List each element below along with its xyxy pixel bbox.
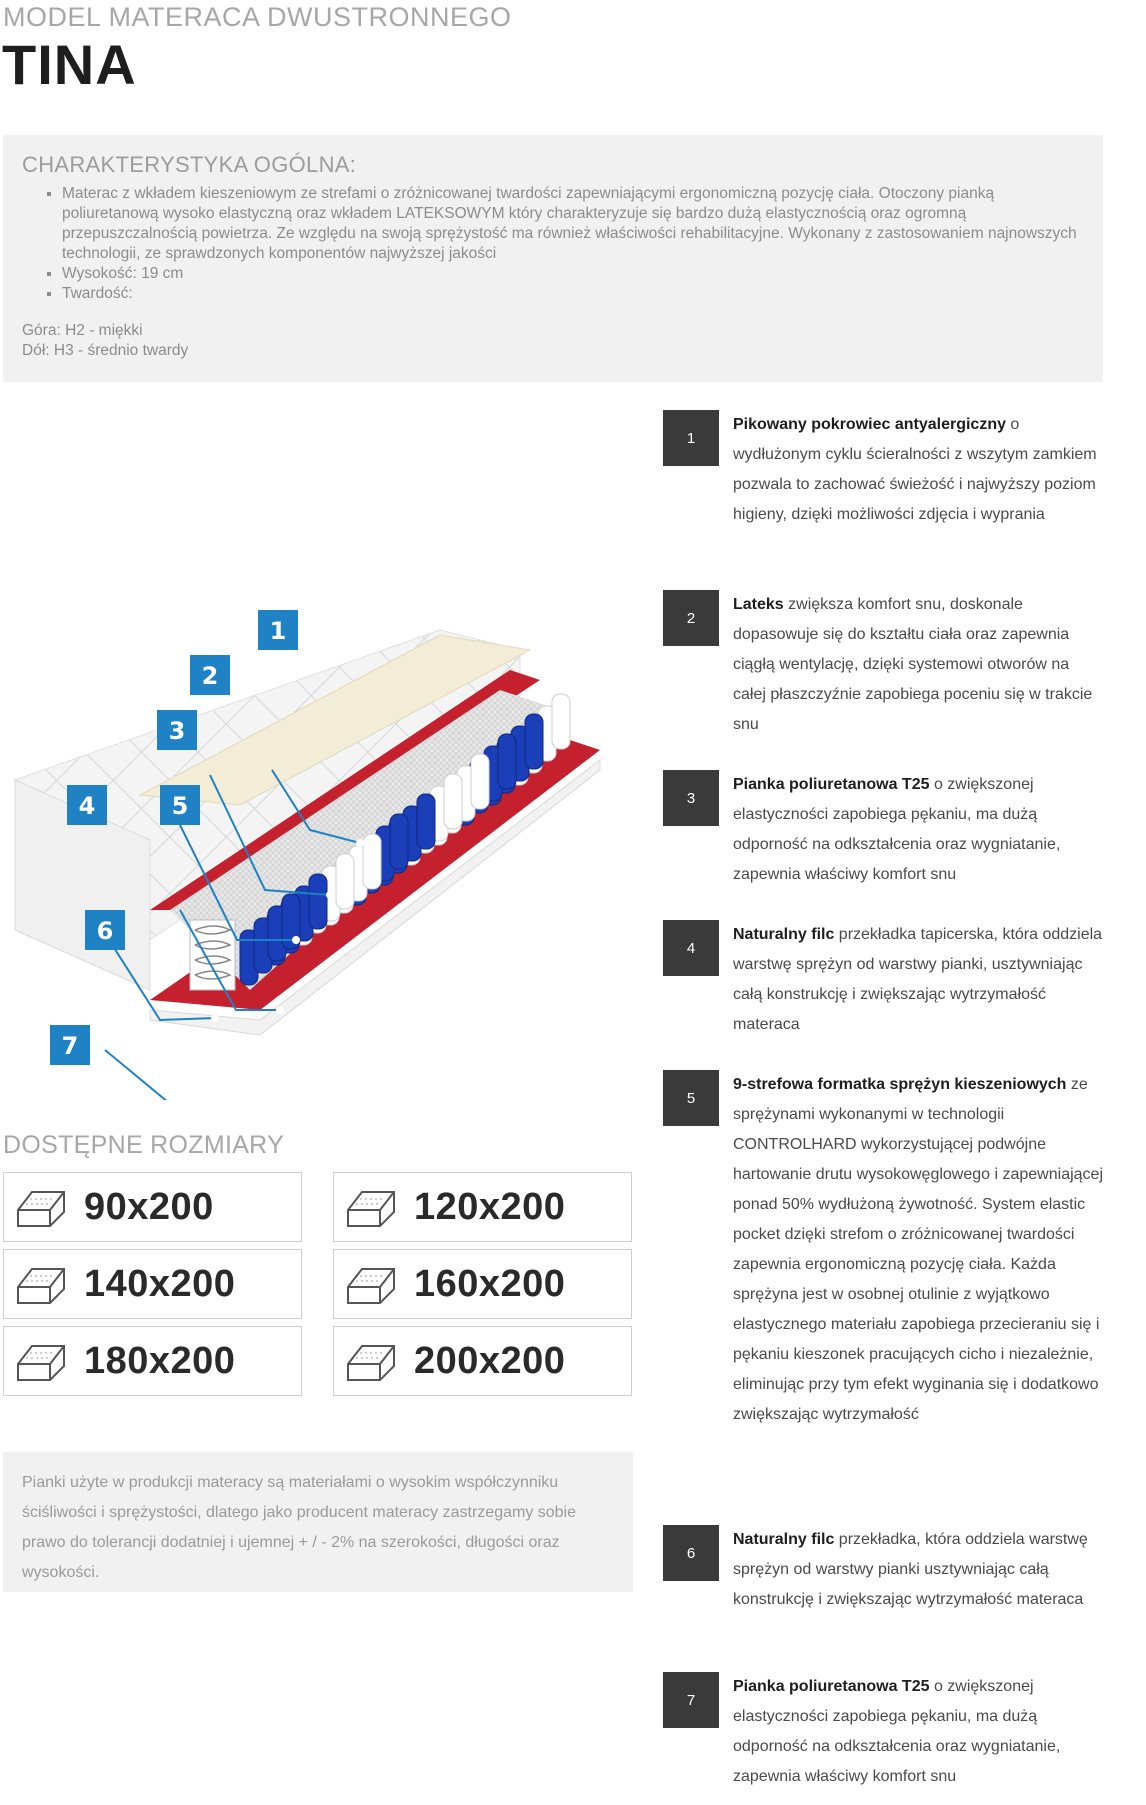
feature-text xyxy=(733,1525,1105,1615)
size-label: 200x200 xyxy=(414,1339,566,1382)
spring-pocket xyxy=(417,794,435,849)
feature-bold: Naturalny filc xyxy=(733,926,835,943)
size-option-200x200[interactable] xyxy=(333,1326,632,1396)
mattress-icon xyxy=(342,1182,400,1232)
feature-bold: Lateks xyxy=(733,596,784,613)
size-label: 140x200 xyxy=(84,1262,236,1305)
feature-desc: o zwiększonej elastyczności zapobiega pękaniu, ma dużą odporność na odkształcenia oraz wygniatanie, zapewnia właściwy komfort snu xyxy=(733,1678,1061,1785)
size-option-160x200[interactable] xyxy=(333,1249,632,1319)
mattress-icon xyxy=(12,1336,70,1386)
feature-number: 5 xyxy=(663,1070,719,1126)
mattress-icon xyxy=(342,1336,400,1386)
mattress-icon xyxy=(12,1182,70,1232)
spring-pocket xyxy=(363,834,381,889)
feature-desc: o zwiększonej elastyczności zapobiega pękaniu, ma dużą odporność na odkształcenia oraz wygniatanie, zapewnia właściwy komfort snu xyxy=(733,776,1061,883)
feature-text xyxy=(733,590,1105,740)
general-characteristics-panel xyxy=(3,135,1103,382)
general-bullet-list xyxy=(62,184,1084,304)
feature-bold: Pikowany pokrowiec antyalergiczny xyxy=(733,416,1006,433)
feature-desc: o wydłużonym cyklu ścieralności z wszytym zamkiem pozwala to zachować świeżość i najwyższy poziom higieny, dzięki możliwości zdjęcia i wyprania xyxy=(733,416,1097,523)
feature-bold: Pianka poliuretanowa T25 xyxy=(733,1678,930,1695)
feature-text xyxy=(733,1070,1105,1430)
spring-pocket xyxy=(390,814,408,869)
feature-number: 6 xyxy=(663,1525,719,1581)
size-label: 160x200 xyxy=(414,1262,566,1305)
general-bullet-description: ▪ Materac z wkładem kieszeniowym ze strefami o zróżnicowanej twardości zapewniającymi ergonomiczną pozycję ciała. Otoczony pianką poliuretanową wysoko elastyczną oraz wkładem LATEKSOWYM który charakteryzuje się bardzo dużą elastycznością oraz ogromną przepuszczalnością powietrza. Ze względu na swoją sprężystość ma również właściwości rehabilitacyjne. Wykonany z zastosowaniem najnowszych technologii, ze sprawdzonych komponentów najwyższej jakości xyxy=(62,184,1084,264)
diagram-label-4: 4 xyxy=(78,792,96,820)
feature-text xyxy=(733,920,1105,1040)
model-title: TINA xyxy=(2,33,137,96)
diagram-label-3: 3 xyxy=(168,717,186,745)
general-heading: CHARAKTERYSTYKA OGÓLNA: xyxy=(22,152,357,177)
mattress-icon xyxy=(12,1259,70,1309)
size-option-90x200[interactable] xyxy=(3,1172,302,1242)
spring-pocket xyxy=(498,734,516,789)
size-option-180x200[interactable] xyxy=(3,1326,302,1396)
feature-desc: przekładka, która oddziela warstwę sprężyn od warstwy pianki usztywniając całą konstrukcję i zwiększając wytrzymałość materaca xyxy=(733,1531,1088,1608)
size-label: 90x200 xyxy=(84,1185,214,1228)
hardness-top: Góra: H2 - miękki xyxy=(22,322,143,339)
size-option-140x200[interactable] xyxy=(3,1249,302,1319)
diagram-label-2: 2 xyxy=(201,662,219,690)
model-subtitle: MODEL MATERACA DWUSTRONNEGO xyxy=(3,2,512,32)
spring-pocket xyxy=(309,874,327,929)
feature-bold: 9-strefowa formatka sprężyn kieszeniowych xyxy=(733,1076,1067,1093)
diagram-label-7: 7 xyxy=(61,1032,79,1060)
feature-number: 4 xyxy=(663,920,719,976)
spring-pocket xyxy=(552,694,570,749)
mattress-cross-section-image xyxy=(0,610,640,1100)
feature-bold: Pianka poliuretanowa T25 xyxy=(733,776,930,793)
feature-number: 1 xyxy=(663,410,719,466)
feature-desc: ze sprężynami wykonanymi w technologii CONTROLHARD wykorzystującej podwójne hartowanie drutu wysokowęglowego i zapewniającej ponad 50% wydłużoną żywotność. System elastic pocket dzięki strefom o zróżnicowanej twardości zapewnia ergonomiczną pozycję ciała. Każda sprężyna jest w osobnej otulinie z wyjątkowo elastycznego materiału zapobiega przecieraniu się i pękaniu kieszonek pracujących cicho i niezależnie, eliminując przy tym efekt wyginania się i dodatkowo zwiększając wytrzymałość xyxy=(733,1076,1103,1423)
feature-text xyxy=(733,770,1105,890)
diagram-label-1: 1 xyxy=(269,617,287,645)
size-label: 120x200 xyxy=(414,1185,566,1228)
mattress-icon xyxy=(342,1259,400,1309)
size-label: 180x200 xyxy=(84,1339,236,1382)
feature-text xyxy=(733,1672,1105,1792)
feature-number: 3 xyxy=(663,770,719,826)
tolerance-note: Pianki użyte w produkcji materacy są materiałami o wysokim współczynniku ściśliwości i sprężystości, dlatego jako producent materacy zastrzegamy sobie prawo do tolerancji dodatniej i ujemnej + / - 2% na szerokości, długości oraz wysokości. xyxy=(3,1452,633,1592)
feature-desc: przekładka tapicerska, która oddziela warstwę sprężyn od warstwy pianki, usztywniając całą konstrukcję i zwiększając wytrzymałość materaca xyxy=(733,926,1103,1033)
feature-desc: zwiększa komfort snu, doskonale dopasowuje się do kształtu ciała oraz zapewnia ciągłą wentylację, dzięki systemowi otworów na całej płaszczyźnie zapobiega poceniu się w trakcie snu xyxy=(733,596,1093,733)
hardness-values xyxy=(22,321,1084,361)
feature-text xyxy=(733,410,1105,530)
feature-number: 7 xyxy=(663,1672,719,1728)
size-option-120x200[interactable] xyxy=(333,1172,632,1242)
feature-bold: Naturalny filc xyxy=(733,1531,835,1548)
hardness-bottom: Dół: H3 - średnio twardy xyxy=(22,342,189,359)
spring-pocket xyxy=(444,774,462,829)
spring-pocket xyxy=(471,754,489,809)
spring-pocket xyxy=(525,714,543,769)
diagram-label-5: 5 xyxy=(171,792,189,820)
general-bullet-hardness: ▪ Twardość: xyxy=(62,284,1084,304)
diagram-label-6: 6 xyxy=(96,917,114,945)
spring-pocket xyxy=(336,854,354,909)
sizes-heading: DOSTĘPNE ROZMIARY xyxy=(3,1131,285,1159)
feature-number: 2 xyxy=(663,590,719,646)
general-bullet-height: ▪ Wysokość: 19 cm xyxy=(62,264,1084,284)
